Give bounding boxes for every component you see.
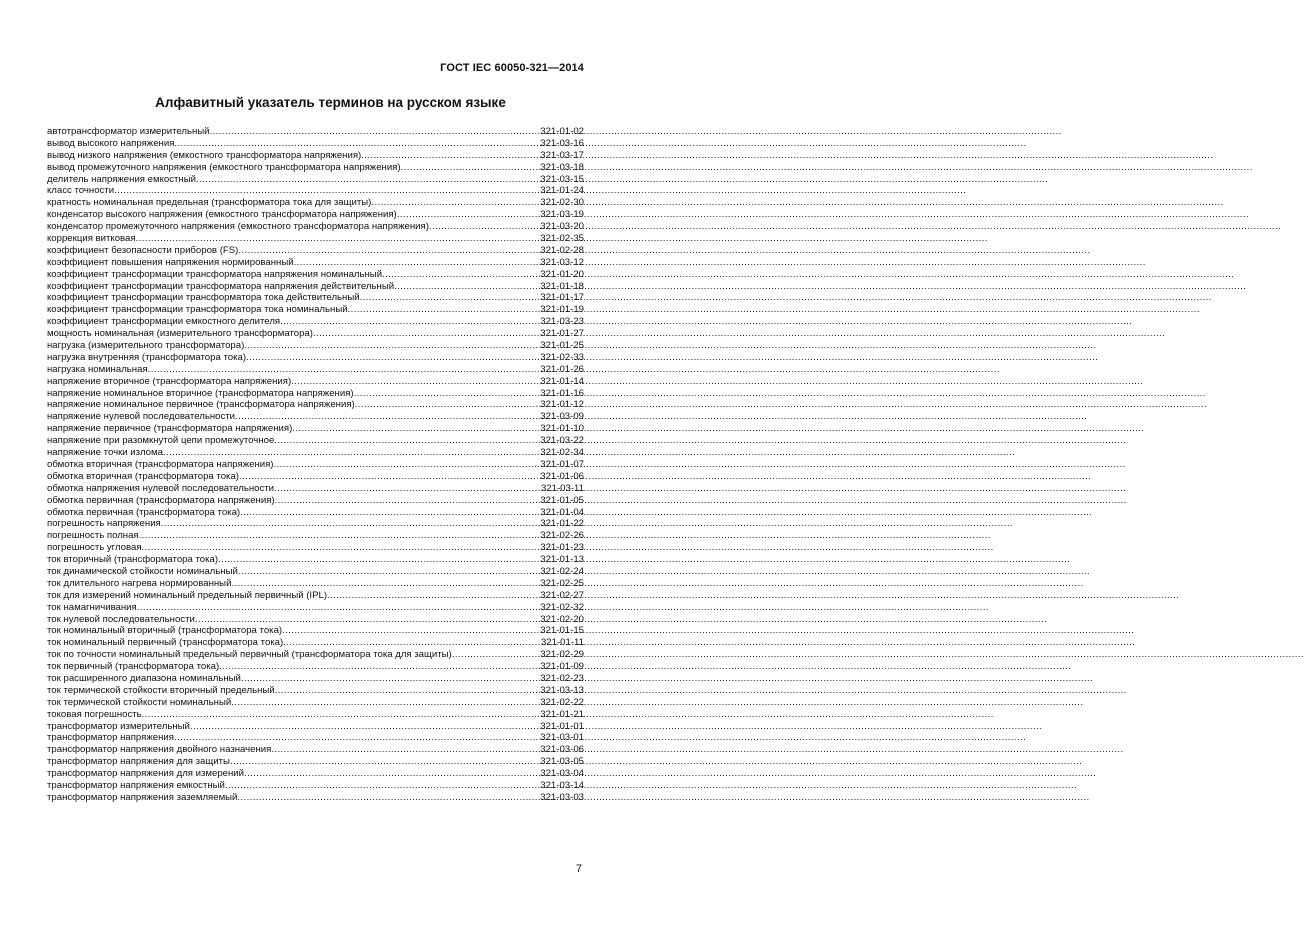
- dot-leader: [230, 756, 539, 768]
- entry-code: 321-01-01: [540, 720, 584, 732]
- entry-code: 321-01-23: [540, 542, 584, 554]
- dot-leader: [394, 281, 539, 293]
- entry-term: трансформатор напряжения для измерений: [47, 768, 245, 780]
- entry-code: 321-03-23: [540, 316, 584, 328]
- index-entry: [47, 792, 584, 804]
- entry-code: 321-01-25: [540, 340, 584, 352]
- index-entry: [47, 625, 584, 637]
- dot-leader: [142, 709, 540, 721]
- dot-leader: [275, 495, 540, 507]
- index-entry: [47, 554, 584, 566]
- index-entry: [47, 376, 584, 388]
- entry-code: 321-02-35: [540, 233, 584, 245]
- dot-leader: [348, 304, 540, 316]
- dot-leader: [235, 411, 539, 423]
- index-entry: [47, 471, 584, 483]
- entry-term: напряжение при разомкнутой цепи промежуточное: [47, 435, 275, 447]
- index-entry: [47, 138, 584, 150]
- entry-code: 321-01-07: [540, 458, 584, 470]
- entry-term: коэффициент повышения напряжения нормированный: [47, 256, 294, 268]
- index-entry: [47, 649, 584, 661]
- index-entry: [47, 697, 584, 709]
- entry-term: токовая погрешность: [47, 708, 142, 720]
- entry-term: ток термической стойкости номинальный: [47, 696, 232, 708]
- entry-code: 321-01-09: [540, 661, 584, 673]
- dot-leader: [174, 138, 539, 150]
- entry-term: погрешность напряжения: [47, 518, 161, 530]
- entry-code: 321-01-12: [540, 399, 584, 411]
- entry-term: погрешность полная: [47, 530, 139, 542]
- entry-code: 321-03-04: [540, 768, 584, 780]
- entry-code: 321-02-20: [540, 613, 584, 625]
- dot-leader: [231, 697, 539, 709]
- dot-leader: [271, 744, 539, 756]
- entry-term: нагрузка номинальная: [47, 363, 148, 375]
- entry-code: 321-01-06: [540, 470, 584, 482]
- dot-leader: [244, 340, 539, 352]
- entry-term: вывод высокого напряжения: [47, 137, 175, 149]
- dot-leader: [225, 780, 539, 792]
- entry-term: автотрансформатор измерительный: [47, 126, 210, 137]
- entry-code: 321-03-06: [540, 744, 584, 756]
- index-entry: [47, 269, 584, 281]
- entry-term: коэффициент трансформации емкостного делителя: [47, 316, 281, 328]
- entry-code: 321-02-27: [540, 589, 584, 601]
- dot-leader: [280, 316, 539, 328]
- entry-code: 321-02-26: [540, 530, 584, 542]
- index-entry: [47, 566, 584, 578]
- entry-code: 321-03-01: [540, 732, 584, 744]
- entry-term: трансформатор напряжения двойного назначения: [47, 744, 272, 756]
- dot-leader: [231, 578, 539, 590]
- index-entry: [47, 542, 584, 554]
- index-entry: [47, 685, 584, 697]
- entry-term: обмотка вторичная (трансформатора напряжения): [47, 458, 274, 470]
- entry-term: ток для измерений номинальный предельный первичный (IPL): [47, 589, 328, 601]
- index-entry: [47, 352, 584, 364]
- entry-code: 321-02-28: [540, 244, 584, 256]
- dot-leader: [274, 435, 539, 447]
- dot-leader: [238, 245, 539, 257]
- entry-term: трансформатор напряжения заземляемый: [47, 791, 238, 803]
- entry-term: напряжение вторичное (трансформатора напряжения): [47, 375, 292, 387]
- entry-code: 321-01-04: [540, 506, 584, 518]
- index-entry: [47, 661, 584, 673]
- dot-leader: [241, 673, 539, 685]
- index-entry: [47, 399, 584, 411]
- index-entry: [47, 590, 584, 602]
- entry-term: нагрузка внутренняя (трансформатора тока): [47, 351, 247, 363]
- index-entry: [47, 174, 584, 186]
- index-entry: [47, 483, 584, 495]
- index-entry: [47, 732, 584, 744]
- page-number: 7: [575, 863, 582, 875]
- index-entry: [47, 316, 584, 328]
- dot-leader: [148, 364, 540, 376]
- index-entry: [47, 411, 584, 423]
- entry-code: 321-01-20: [540, 268, 584, 280]
- index-entry: [47, 507, 584, 519]
- entry-term: обмотка первичная (трансформатора тока): [47, 506, 241, 518]
- entry-code: 321-01-19: [540, 304, 584, 316]
- dot-leader: [244, 768, 539, 780]
- entry-code: 321-02-24: [540, 565, 584, 577]
- entry-code: 321-03-03: [540, 791, 584, 803]
- entry-term: вывод низкого напряжения (емкостного трансформатора напряжения): [47, 149, 362, 161]
- dot-leader: [360, 292, 540, 304]
- entry-code: 321-03-14: [540, 779, 584, 791]
- index-entry: [47, 388, 584, 400]
- index-entry: [47, 423, 584, 435]
- entry-code: 321-02-33: [540, 351, 584, 363]
- entry-code: 321-01-11: [540, 637, 584, 649]
- index-entry: [47, 185, 584, 197]
- index-entry: [47, 292, 584, 304]
- index-entry: [47, 447, 584, 459]
- entry-code: 321-03-13: [540, 684, 584, 696]
- dot-leader: [139, 530, 540, 542]
- dot-leader: [327, 590, 539, 602]
- entry-term: ток термической стойкости вторичный предельный: [47, 684, 275, 696]
- entry-code: 321-03-11: [540, 482, 584, 494]
- index-entry: [47, 578, 584, 590]
- entry-term: обмотка первичная (трансформатора напряжения): [47, 494, 275, 506]
- term-index-list: [47, 126, 584, 804]
- dot-leader: [429, 221, 539, 233]
- entry-term: вывод промежуточного напряжения (емкостного трансформатора напряжения): [47, 161, 401, 173]
- entry-term: трансформатор напряжения емкостный: [47, 779, 225, 791]
- dot-leader: [361, 150, 539, 162]
- index-entry: [47, 744, 584, 756]
- dot-leader: [163, 447, 539, 459]
- entry-term: делитель напряжения емкостный: [47, 173, 196, 185]
- entry-code: 321-01-13: [540, 554, 584, 566]
- entry-term: коррекция витковая: [47, 233, 136, 245]
- entry-code: 321-03-17: [540, 149, 584, 161]
- index-entry: [47, 721, 584, 733]
- entry-term: кратность номинальная предельная (трансформатора тока для защиты): [47, 197, 372, 209]
- index-entry: [47, 518, 584, 530]
- index-entry: [47, 126, 584, 138]
- index-entry: [47, 281, 584, 293]
- entry-code: 321-01-21: [540, 708, 584, 720]
- entry-term: ток номинальный первичный (трансформатора тока): [47, 637, 284, 649]
- dot-leader: [292, 423, 539, 435]
- index-entry: [47, 637, 584, 649]
- dot-leader: [382, 269, 539, 281]
- index-entry: [47, 495, 584, 507]
- index-entry: [47, 435, 584, 447]
- dot-leader: [401, 162, 540, 174]
- dot-leader: [174, 732, 539, 744]
- entry-code: 321-01-15: [540, 625, 584, 637]
- index-entry: [47, 221, 584, 233]
- dot-leader: [283, 637, 540, 649]
- entry-code: 321-02-25: [540, 577, 584, 589]
- entry-term: ток по точности номинальный предельный первичный (трансформатора тока для защиты): [47, 649, 452, 661]
- dot-leader: [371, 197, 539, 209]
- entry-term: трансформатор напряжения для защиты: [47, 756, 230, 768]
- dot-leader: [397, 209, 540, 221]
- entry-code: 321-03-05: [540, 756, 584, 768]
- index-title: Алфавитный указатель терминов на русском языке: [155, 95, 506, 110]
- dot-leader: [237, 792, 539, 804]
- dot-leader: [282, 625, 539, 637]
- index-entry: [47, 197, 584, 209]
- dot-leader: [355, 399, 540, 411]
- dot-leader: [274, 459, 540, 471]
- entry-term: конденсатор высокого напряжения (емкостного трансформатора напряжения): [47, 209, 397, 221]
- entry-code: 321-03-16: [540, 137, 584, 149]
- entry-code: 321-02-23: [540, 672, 584, 684]
- entry-term: ток намагничивания: [47, 601, 137, 613]
- index-entry: [47, 340, 584, 352]
- dot-leader: [219, 661, 539, 673]
- entry-term: конденсатор промежуточного напряжения (емкостного трансформатора напряжения): [47, 221, 429, 233]
- dot-leader: [137, 602, 540, 614]
- index-entry: [47, 768, 584, 780]
- entry-term: класс точности: [47, 185, 115, 197]
- dot-leader: [239, 471, 539, 483]
- index-entry: [47, 459, 584, 471]
- document-standard-header: ГОСТ IEC 60050-321—2014: [440, 62, 584, 74]
- index-entry: [47, 780, 584, 792]
- dot-leader: [196, 174, 539, 186]
- entry-term: ток нулевой последовательности: [47, 613, 195, 625]
- entry-code: 321-02-34: [540, 447, 584, 459]
- entry-term: коэффициент трансформации трансформатора тока действительный: [47, 292, 360, 304]
- index-entry: [47, 245, 584, 257]
- entry-term: ток длительного нагрева нормированный: [47, 577, 232, 589]
- entry-code: 321-03-15: [540, 173, 584, 185]
- entry-code: 321-01-02: [540, 126, 584, 137]
- index-entry: [47, 328, 584, 340]
- entry-term: трансформатор измерительный: [47, 720, 190, 732]
- index-entry: [47, 162, 584, 174]
- index-entry: [47, 756, 584, 768]
- index-entry: [47, 602, 584, 614]
- entry-code: 321-03-18: [540, 161, 584, 173]
- entry-term: напряжение номинальное вторичное (трансформатора напряжения): [47, 387, 354, 399]
- entry-code: 321-01-26: [540, 363, 584, 375]
- entry-code: 321-01-27: [540, 328, 584, 340]
- entry-code: 321-01-18: [540, 280, 584, 292]
- entry-code: 321-03-20: [540, 221, 584, 233]
- dot-leader: [190, 721, 539, 733]
- entry-term: ток динамической стойкости номинальный: [47, 565, 238, 577]
- dot-leader: [275, 685, 540, 697]
- dot-leader: [195, 614, 539, 626]
- entry-code: 321-02-22: [540, 696, 584, 708]
- dot-leader: [114, 185, 539, 197]
- entry-code: 321-03-22: [540, 435, 584, 447]
- index-entry: [47, 304, 584, 316]
- entry-code: 321-03-12: [540, 256, 584, 268]
- index-entry: [47, 209, 584, 221]
- index-entry: [47, 530, 584, 542]
- dot-leader: [291, 376, 539, 388]
- entry-term: мощность номинальная (измерительного трансформатора): [47, 328, 313, 340]
- entry-code: 321-02-32: [540, 601, 584, 613]
- entry-term: ток номинальный вторичный (трансформатора тока): [47, 625, 283, 637]
- entry-term: трансформатор напряжения: [47, 732, 174, 744]
- entry-term: напряжение нулевой последовательности: [47, 411, 236, 423]
- entry-term: обмотка вторичная (трансформатора тока): [47, 470, 239, 482]
- entry-term: обмотка напряжения нулевой последовательности: [47, 482, 275, 494]
- entry-code: 321-02-30: [540, 197, 584, 209]
- entry-term: напряжение первичное (трансформатора напряжения): [47, 423, 293, 435]
- dot-leader: [142, 542, 540, 554]
- dot-leader: [354, 388, 540, 400]
- entry-code: 321-01-05: [540, 494, 584, 506]
- dot-leader: [240, 507, 539, 519]
- dot-leader: [210, 126, 540, 138]
- entry-term: напряжение номинальное первичное (трансформатора напряжения): [47, 399, 355, 411]
- index-entry: [47, 364, 584, 376]
- entry-term: нагрузка (измерительного трансформатора): [47, 340, 245, 352]
- entry-code: 321-01-22: [540, 518, 584, 530]
- dot-leader: [136, 233, 540, 245]
- dot-leader: [452, 649, 539, 661]
- entry-term: ток расширенного диапазона номинальный: [47, 672, 241, 684]
- entry-code: 321-01-24: [540, 185, 584, 197]
- entry-code: 321-01-10: [540, 423, 584, 435]
- entry-code: 321-01-16: [540, 387, 584, 399]
- entry-term: напряжение точки излома: [47, 447, 163, 459]
- entry-term: коэффициент трансформации трансформатора напряжения действительный: [47, 280, 395, 292]
- entry-code: 321-01-17: [540, 292, 584, 304]
- dot-leader: [313, 328, 539, 340]
- entry-term: погрешность угловая: [47, 542, 142, 554]
- entry-term: ток вторичный (трансформатора тока): [47, 554, 219, 566]
- entry-term: коэффициент безопасности приборов (FS): [47, 244, 239, 256]
- entry-code: 321-02-29: [540, 649, 584, 661]
- dot-leader: [294, 257, 540, 269]
- dot-leader: [161, 518, 540, 530]
- index-entry: [47, 150, 584, 162]
- dot-leader: [274, 483, 540, 495]
- entry-term: ток первичный (трансформатора тока): [47, 661, 220, 673]
- index-entry: [47, 257, 584, 269]
- entry-code: 321-03-09: [540, 411, 584, 423]
- index-entry: [47, 709, 584, 721]
- dot-leader: [246, 352, 539, 364]
- entry-term: коэффициент трансформации трансформатора тока номинальный: [47, 304, 348, 316]
- entry-code: 321-01-14: [540, 375, 584, 387]
- index-entry: [47, 233, 584, 245]
- entry-code: 321-03-19: [540, 209, 584, 221]
- index-entry: [47, 673, 584, 685]
- dot-leader: [238, 566, 539, 578]
- index-entry: [47, 614, 584, 626]
- entry-term: коэффициент трансформации трансформатора напряжения номинальный: [47, 268, 383, 280]
- dot-leader: [218, 554, 539, 566]
